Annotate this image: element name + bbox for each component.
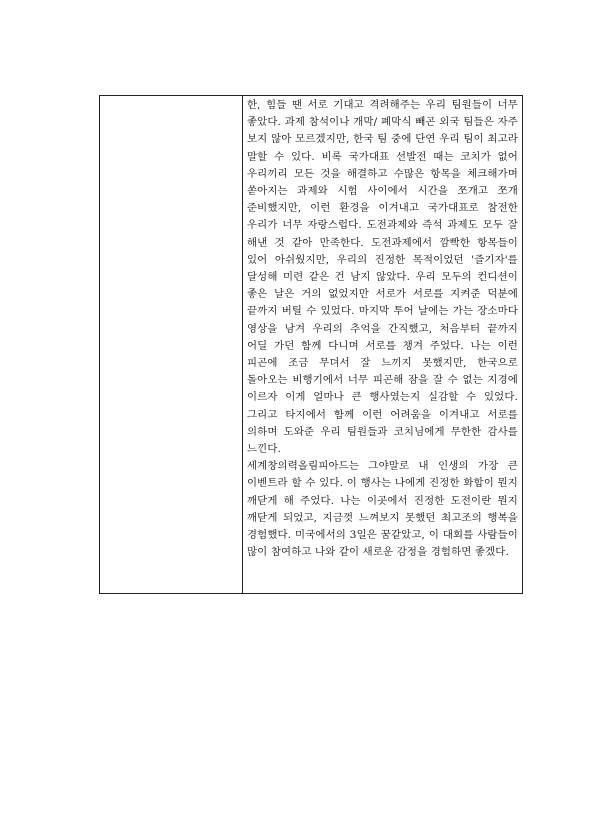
essay-paragraph-1: 한, 힘들 땐 서로 기대고 격려해주는 우리 팀원들이 너무 좋았다. 과제 참석이나 개막/ 폐막식 빼곤 외국 팀들은 자주 보지 않아 모르겠지만, 한국 팀 중에 단연 우리 팀이 최고라 말할 수 있다. 비록 국가대표 선발전 때는 코치가 없어 우리끼리 모든 것을 해결하고 수많은 항목을 체크해가며 쏟아지는 과제와 시험 사이에서 시간을 쪼개고 쪼개 준비했지만, 이런 환경을 이겨내고 국가대표로 참전한 우리가 너무 자랑스럽다. 도전과제와 즉석 과제도 모두 잘 해낸 것 같아 만족한다. 도전과제에서 깜빡한 항목들이 있어 아쉬웠지만, 우리의 진정한 목적이었던 '즐기자'를 달성해 미련 같은 건 남지 않았다. 우리 모두의 컨디션이 좋은 날은 거의 없었지만 서로가 서로를 지켜준 덕분에 끝까지 버틸 수 있었다. 마지막 투어 날에는 가는 장소마다 영상을 남겨 우리의 추억을 간직했고, 처음부터 끝까지 어딜 가던 함께 다니며 서로를 챙겨 주었다. 나는 이런 피곤에 조금 무뎌서 잘 느끼지 못했지만, 한국으로 돌아오는 비행기에서 너무 피곤해 잠을 잘 수 없는 지경에 이르자 이게 얼마나 큰 행사였는지 실감할 수 있었다. 그리고 타지에서 함께 이런 어려움을 이겨내고 서로를 의하며 도와준 우리 팀원들과 코치님에게 무한한 감사를 느낀다. bbox=[247, 99, 518, 456]
content-cell bbox=[243, 96, 523, 594]
essay-paragraph-2: 세계창의력올림피아드는 그야말로 내 인생의 가장 큰 이벤트라 할 수 있다. 이 행사는 나에게 진정한 화합이 뭔지 깨닫게 해 주었다. 나는 이곳에서 진정한 도전이란 뭔지 깨닫게 되었고, 지금껏 느껴보지 못했던 최고조의 행복을 경험했다. 미국에서의 3일은 꿈같았고, 이 대회를 사람들이 많이 참여하고 나와 같이 새로운 감정을 경험하면 좋겠다. bbox=[247, 460, 518, 559]
label-cell bbox=[100, 96, 243, 594]
table-row bbox=[100, 96, 523, 594]
report-table bbox=[99, 95, 523, 594]
essay-text bbox=[243, 96, 522, 564]
